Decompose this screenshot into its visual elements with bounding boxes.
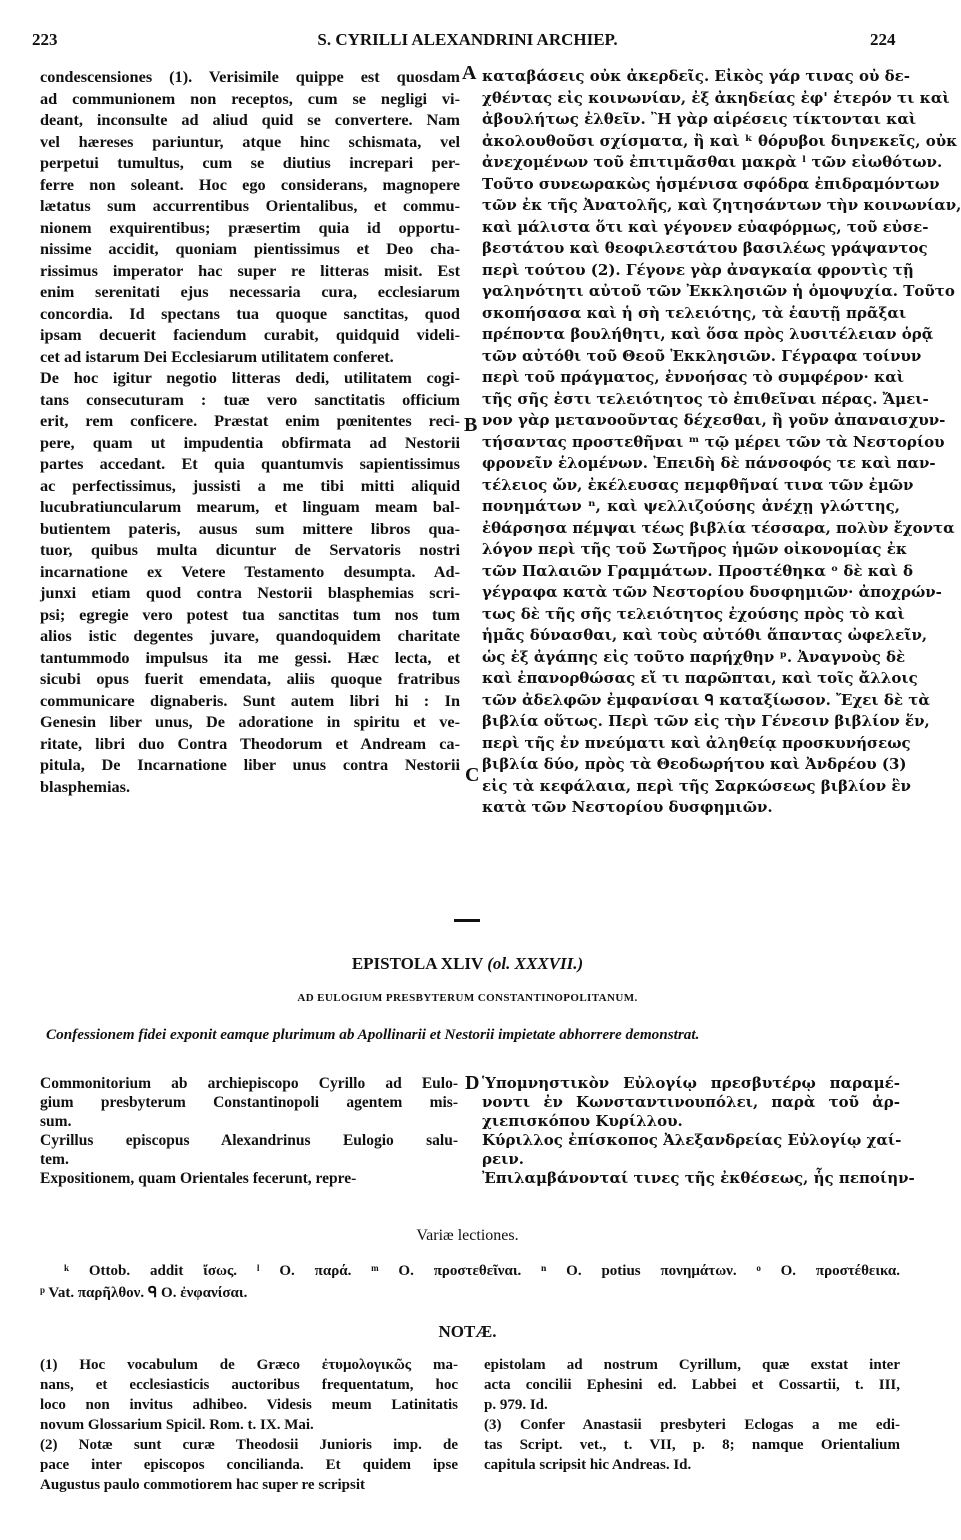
text-line: psi; egregie vero potest tua sanctitas tum nos tum — [40, 604, 460, 624]
notes-right-column — [484, 1355, 900, 1475]
greek-column — [482, 66, 961, 819]
text-line: χθέντας εἰς κοινωνίαν, ἐξ ἀκηδείας ἐφ' ἑτερόν τι καὶ — [482, 88, 950, 107]
text-line: De hoc igitur negotio litteras dedi, utilitatem cogi- — [40, 368, 460, 387]
text-line: ρειν. — [482, 1150, 524, 1168]
text-line: περὶ τούτου (2). Γέγονε γὰρ ἀναγκαία φροντὶς τῇ — [482, 260, 914, 279]
text-line: τῶν ἀδελφῶν ἐμφανίσαι ᑫ καταξίωσον. Ἔχει δὲ τὰ — [482, 690, 930, 709]
text-line: vel hæreses pariuntur, atque hinc schismata, vel — [40, 131, 460, 151]
latin-intro-column — [40, 1074, 458, 1188]
text-line: ipsam decuerit faciendum curabit, quidquid videli- — [40, 325, 460, 344]
margin-marker-a: A — [462, 62, 477, 84]
text-line: βιβλία δύο, πρὸς τὰ Θεοδωρήτου καὶ Ἀνδρέου (3) — [482, 755, 907, 773]
text-line: ἐθάρσησα πέμψαι τέως βιβλία τέσσαρα, πολὺν ἔχοντα — [482, 518, 955, 537]
variae-lectiones-line: ᵏ Ottob. addit ἴσως. ˡ O. παρά. ᵐ O. προστεθεῖναι. ⁿ O. potius πονημάτων. ᵒ O. προστέθεικα. — [64, 1263, 900, 1279]
text-line: Commonitorium ab archiepiscopo Cyrillo ad Eulo- — [40, 1075, 458, 1092]
text-line: καταβάσεις οὐκ ἀκερδεῖς. Εἰκὸς γάρ τινας οὐ δε- — [482, 67, 911, 85]
text-line: Τοῦτο συνεωρακὼς ἡσμένισα σφόδρα ἐπιδραμόντων — [482, 174, 940, 193]
text-line: ritate, libri duo Contra Theodorum et Andream ca- — [40, 733, 460, 753]
margin-marker-d: D — [465, 1072, 480, 1094]
text-line: περὶ τοῦ πράγματος, ἐννοήσας τὸ συμφέρον· καὶ — [482, 368, 905, 386]
variae-lectiones-line: ᵖ Vat. παρῆλθον. ᑫ O. ἐνφανίσαι. — [40, 1285, 248, 1301]
text-line: γέγραφα κατὰ τῶν Νεστορίου δυσφημιῶν· ἀποχρών- — [482, 583, 942, 601]
text-line: sum. — [40, 1113, 72, 1130]
text-line: condescensiones (1). Verisimile quippe est quosdam — [40, 67, 460, 86]
text-line: ad communionem non receptos, cum se negligi vi- — [40, 88, 460, 108]
text-line: Κύριλλος ἐπίσκοπος Ἀλεξανδρείας Εὐλογίῳ χαί- — [482, 1131, 902, 1149]
text-line: καὶ μάλιστα ὅτι καὶ γέγονεν εὐαφόρμως, τοῦ εὐσε- — [482, 217, 929, 236]
text-line: incarnatione ex Vetere Testamento desumpta. Ad- — [40, 561, 460, 581]
text-line: alios istic degentes juvare, quandoquidem charitate — [40, 626, 460, 645]
text-line: epistolam ad nostrum Cyrillum, quæ exstat inter — [484, 1357, 900, 1373]
text-line: πρέποντα βουλήθητι, καὶ ὅσα πρὸς λυσιτέλειαν ὁρᾷ — [482, 325, 934, 343]
text-line: ferre non soleant. Hoc ego considerans, magnopere — [40, 174, 460, 194]
text-line: Expositionem, quam Orientales fecerunt, repre- — [40, 1170, 357, 1187]
text-line: communicare dignaberis. Sunt autem libri hi : In — [40, 690, 460, 710]
text-line: tuor, quibus multa dicuntur de Servatoris nostri — [40, 540, 460, 559]
text-line: acta concilii Ephesini ed. Labbei et Cossartii, t. III, — [484, 1377, 900, 1393]
text-line: tantummodo impulsus ita me gessi. Hæc lecta, et — [40, 647, 460, 667]
text-line: Ἐπιλαμβάνονταί τινες τῆς ἐκθέσεως, ἧς πεποίην- — [482, 1169, 915, 1187]
text-line: σκοπήσασα καὶ ἡ σὴ τελειότης, τὰ ἑαυτῇ πρᾶξαι — [482, 303, 907, 322]
text-line: Augustus paulo commotiorem hac super re scripsit — [40, 1477, 366, 1493]
text-line: Genesin liber unus, De adoratione in spiritu et ve- — [40, 712, 460, 731]
text-line: Ὑπομνηστικὸν Εὐλογίῳ πρεσβυτέρῳ παραμέ- — [482, 1074, 900, 1092]
text-line: νον γὰρ μετανοοῦντας δέχεσθαι, ἢ γοῦν ἀπαναισχυν- — [482, 411, 946, 429]
text-line: sicubi opus fuerit emendata, aliis quoque fratribus — [40, 669, 460, 688]
text-line: partes accedant. Et quia quantumvis sapientissimus — [40, 454, 460, 473]
epistle-number: EPISTOLA XLIV — [351, 954, 484, 973]
text-line: τῶν ἐκ τῆς Ἀνατολῆς, καὶ ζητησάντων τὴν κοινωνίαν, — [482, 196, 961, 214]
running-title: S. CYRILLI ALEXANDRINI ARCHIEP. — [317, 30, 618, 49]
text-line: λόγον περὶ τῆς τοῦ Σωτῆρος ἡμῶν οἰκονομίας ἐκ — [482, 540, 908, 558]
page-number-left: 223 — [32, 30, 58, 49]
section-divider — [454, 919, 480, 922]
text-line: τως δὲ τῆς σῆς τελειότητος ἐχούσης πρὸς τὸ καὶ — [482, 604, 905, 623]
margin-marker-b: B — [464, 414, 478, 436]
text-line: loco non invitus adhibeo. Videsis meum Latinitatis — [40, 1397, 458, 1413]
text-line: τῶν Παλαιῶν Γραμμάτων. Προστέθηκα ᵒ δὲ καὶ δ — [482, 561, 914, 580]
text-line: lætatus sum accurrentibus Orientalibus, et commu- — [40, 196, 460, 215]
text-line: τέλειος ὤν, ἐκέλευσας πεμφθῆναί τινα τῶν ἐμῶν — [482, 475, 914, 494]
text-line: capitula scripsit hic Andreas. Id. — [484, 1457, 692, 1473]
text-line: (3) Confer Anastasii presbyteri Eclogas a me edi- — [484, 1417, 900, 1433]
text-line: τήσαντας προστεθῆναι ᵐ τῷ μέρει τῶν τὰ Νεστορίου — [482, 432, 945, 451]
text-line: tas Script. vet., t. VII, p. 8; namque Orientalium — [484, 1437, 900, 1453]
text-line: nissime accidit, quoniam pientissimus et Deo cha- — [40, 239, 460, 258]
text-line: novum Glossarium Spicil. Rom. t. IX. Mai. — [40, 1417, 314, 1433]
text-line: deant, inconsulte ad aliud quid se convertere. Nam — [40, 110, 460, 129]
text-line: p. 979. Id. — [484, 1397, 548, 1413]
text-line: pitula, De Incarnatione liber unus contra Nestorii — [40, 755, 460, 774]
margin-marker-c: C — [465, 764, 480, 786]
text-line: πονημάτων ⁿ, καὶ ψελλιζούσης ἀνέχῃ γλώττης, — [482, 497, 900, 515]
text-line: concordia. Id spectans tua quoque sanctitas, quod — [40, 303, 460, 323]
text-line: ἀκολουθοῦσι σχίσματα, ἢ καὶ ᵏ θόρυβοι διηνεκεῖς, οὐκ — [482, 131, 958, 150]
text-line: βεστάτου καὶ θεοφιλεστάτου βασιλέως γράψαντος — [482, 239, 928, 257]
text-line: ἀβουλήτως ἐλθεῖν. Ἢ γὰρ αἱρέσεις τίκτονται καὶ — [482, 110, 917, 128]
text-line: gium presbyterum Constantinopoli agentem mis- — [40, 1094, 458, 1111]
text-line: φρονεῖν ἑλομένων. Ἐπειδὴ δὲ πάνσοφός τε καὶ παν- — [482, 454, 936, 472]
text-line: περὶ τῆς ἐν πνεύματι καὶ ἀληθείᾳ προσκυνήσεως — [482, 733, 911, 752]
page-number-right: 224 — [870, 30, 896, 49]
epistle-old-number: (ol. XXXVII.) — [487, 954, 584, 973]
notes-left-column — [40, 1355, 458, 1495]
text-line: nionem exquirentibus; præsertim quia id opportu- — [40, 217, 460, 237]
text-line: erit, rem conficere. Præstat enim pœnitentes reci- — [40, 411, 460, 430]
text-line: (1) Hoc vocabulum de Græco ἐτυμολογικῶς ma- — [40, 1357, 458, 1373]
text-line: junxi etiam quod contra Nestorii blasphemias scri- — [40, 583, 460, 602]
text-line: τῶν αὐτόθι τοῦ Θεοῦ Ἐκκλησιῶν. Γέγραφα τοίνυν — [482, 346, 922, 365]
text-line: butientem pateris, ausus sum mittere libros qua- — [40, 518, 460, 538]
greek-intro-column — [482, 1074, 915, 1188]
text-line: (2) Notæ sunt curæ Theodosii Junioris imp. de — [40, 1437, 458, 1453]
text-line: nans, et ecclesiasticis auctoribus frequentatum, hoc — [40, 1377, 458, 1393]
epistle-title — [0, 954, 935, 974]
text-line: pere, quam ut impudentia obfirmata ad Nestorii — [40, 432, 460, 452]
text-line: ac perfectissimus, jussisti a me tibi mitti aliquid — [40, 475, 460, 495]
latin-column — [40, 66, 460, 797]
text-line: rissimus imperator hac super re litteras misit. Est — [40, 260, 460, 280]
text-line: γαληνότητι αὐτοῦ τῶν Ἐκκλησιῶν ἡ ὁμοψυχία. Τοῦτο — [482, 282, 955, 300]
text-line: εἰς τὰ κεφάλαια, περὶ τῆς Σαρκώσεως βιβλίον ἓν — [482, 776, 911, 795]
text-line: κατὰ τῶν Νεστορίου δυσφημιῶν. — [482, 798, 773, 816]
text-line: perpetui tumultus, cum se diutius increpari per- — [40, 153, 460, 172]
text-line: ἀνεχομένων τοῦ ἐπιτιμᾶσθαι μακρὰ ˡ τῶν εἰωθότων. — [482, 153, 943, 171]
text-line: tans consecuturam : tuæ vero sanctitatis officium — [40, 389, 460, 409]
epistle-addressee: AD EULOGIUM PRESBYTERUM CONSTANTINOPOLITANUM. — [297, 992, 638, 1004]
epistle-summary: Confessionem fidei exponit eamque plurimum ab Apollinarii et Nestorii impietate abhorrere demonstrat. — [46, 1026, 700, 1043]
text-line: νοντι ἐν Κωνσταντινουπόλει, παρὰ τοῦ ἀρ- — [482, 1093, 900, 1111]
text-line: χιεπισκόπου Κυρίλλου. — [482, 1112, 683, 1130]
text-line: cet ad istarum Dei Ecclesiarum utilitatem conferet. — [40, 346, 394, 366]
text-line: Cyrillus episcopus Alexandrinus Eulogio salu- — [40, 1132, 458, 1149]
notae-title: NOTÆ. — [438, 1322, 497, 1341]
text-line: καὶ ἐπανορθώσας εἴ τι παρῶπται, καὶ τοῖς ἄλλοις — [482, 669, 918, 687]
text-line: enim serenitati ejus necessaria cura, ecclesiarum — [40, 282, 460, 301]
text-line: blasphemias. — [40, 776, 131, 796]
variae-lectiones-title: Variæ lectiones. — [416, 1227, 519, 1244]
text-line: τῆς σῆς ἐστι τελειότητος τὸ ἐπιθεῖναι πέρας. Ἄμει- — [482, 389, 929, 408]
text-line: pace inter episcopos concilianda. Et quidem ipse — [40, 1457, 458, 1473]
text-line: βιβλία οὕτως. Περὶ τῶν εἰς τὴν Γένεσιν βιβλίον ἕν, — [482, 712, 930, 730]
text-line: tem. — [40, 1151, 69, 1168]
text-line: ἡμᾶς δύνασθαι, καὶ τοὺς αὐτόθι ἅπαντας ὠφελεῖν, — [482, 626, 928, 644]
text-line: ὡς ἐξ ἀγάπης εἰς τοῦτο παρήχθην ᵖ. Ἀναγνοὺς δὲ — [482, 647, 906, 666]
text-line: lucubratiuncularum mearum, et linguam meam bal- — [40, 497, 460, 516]
